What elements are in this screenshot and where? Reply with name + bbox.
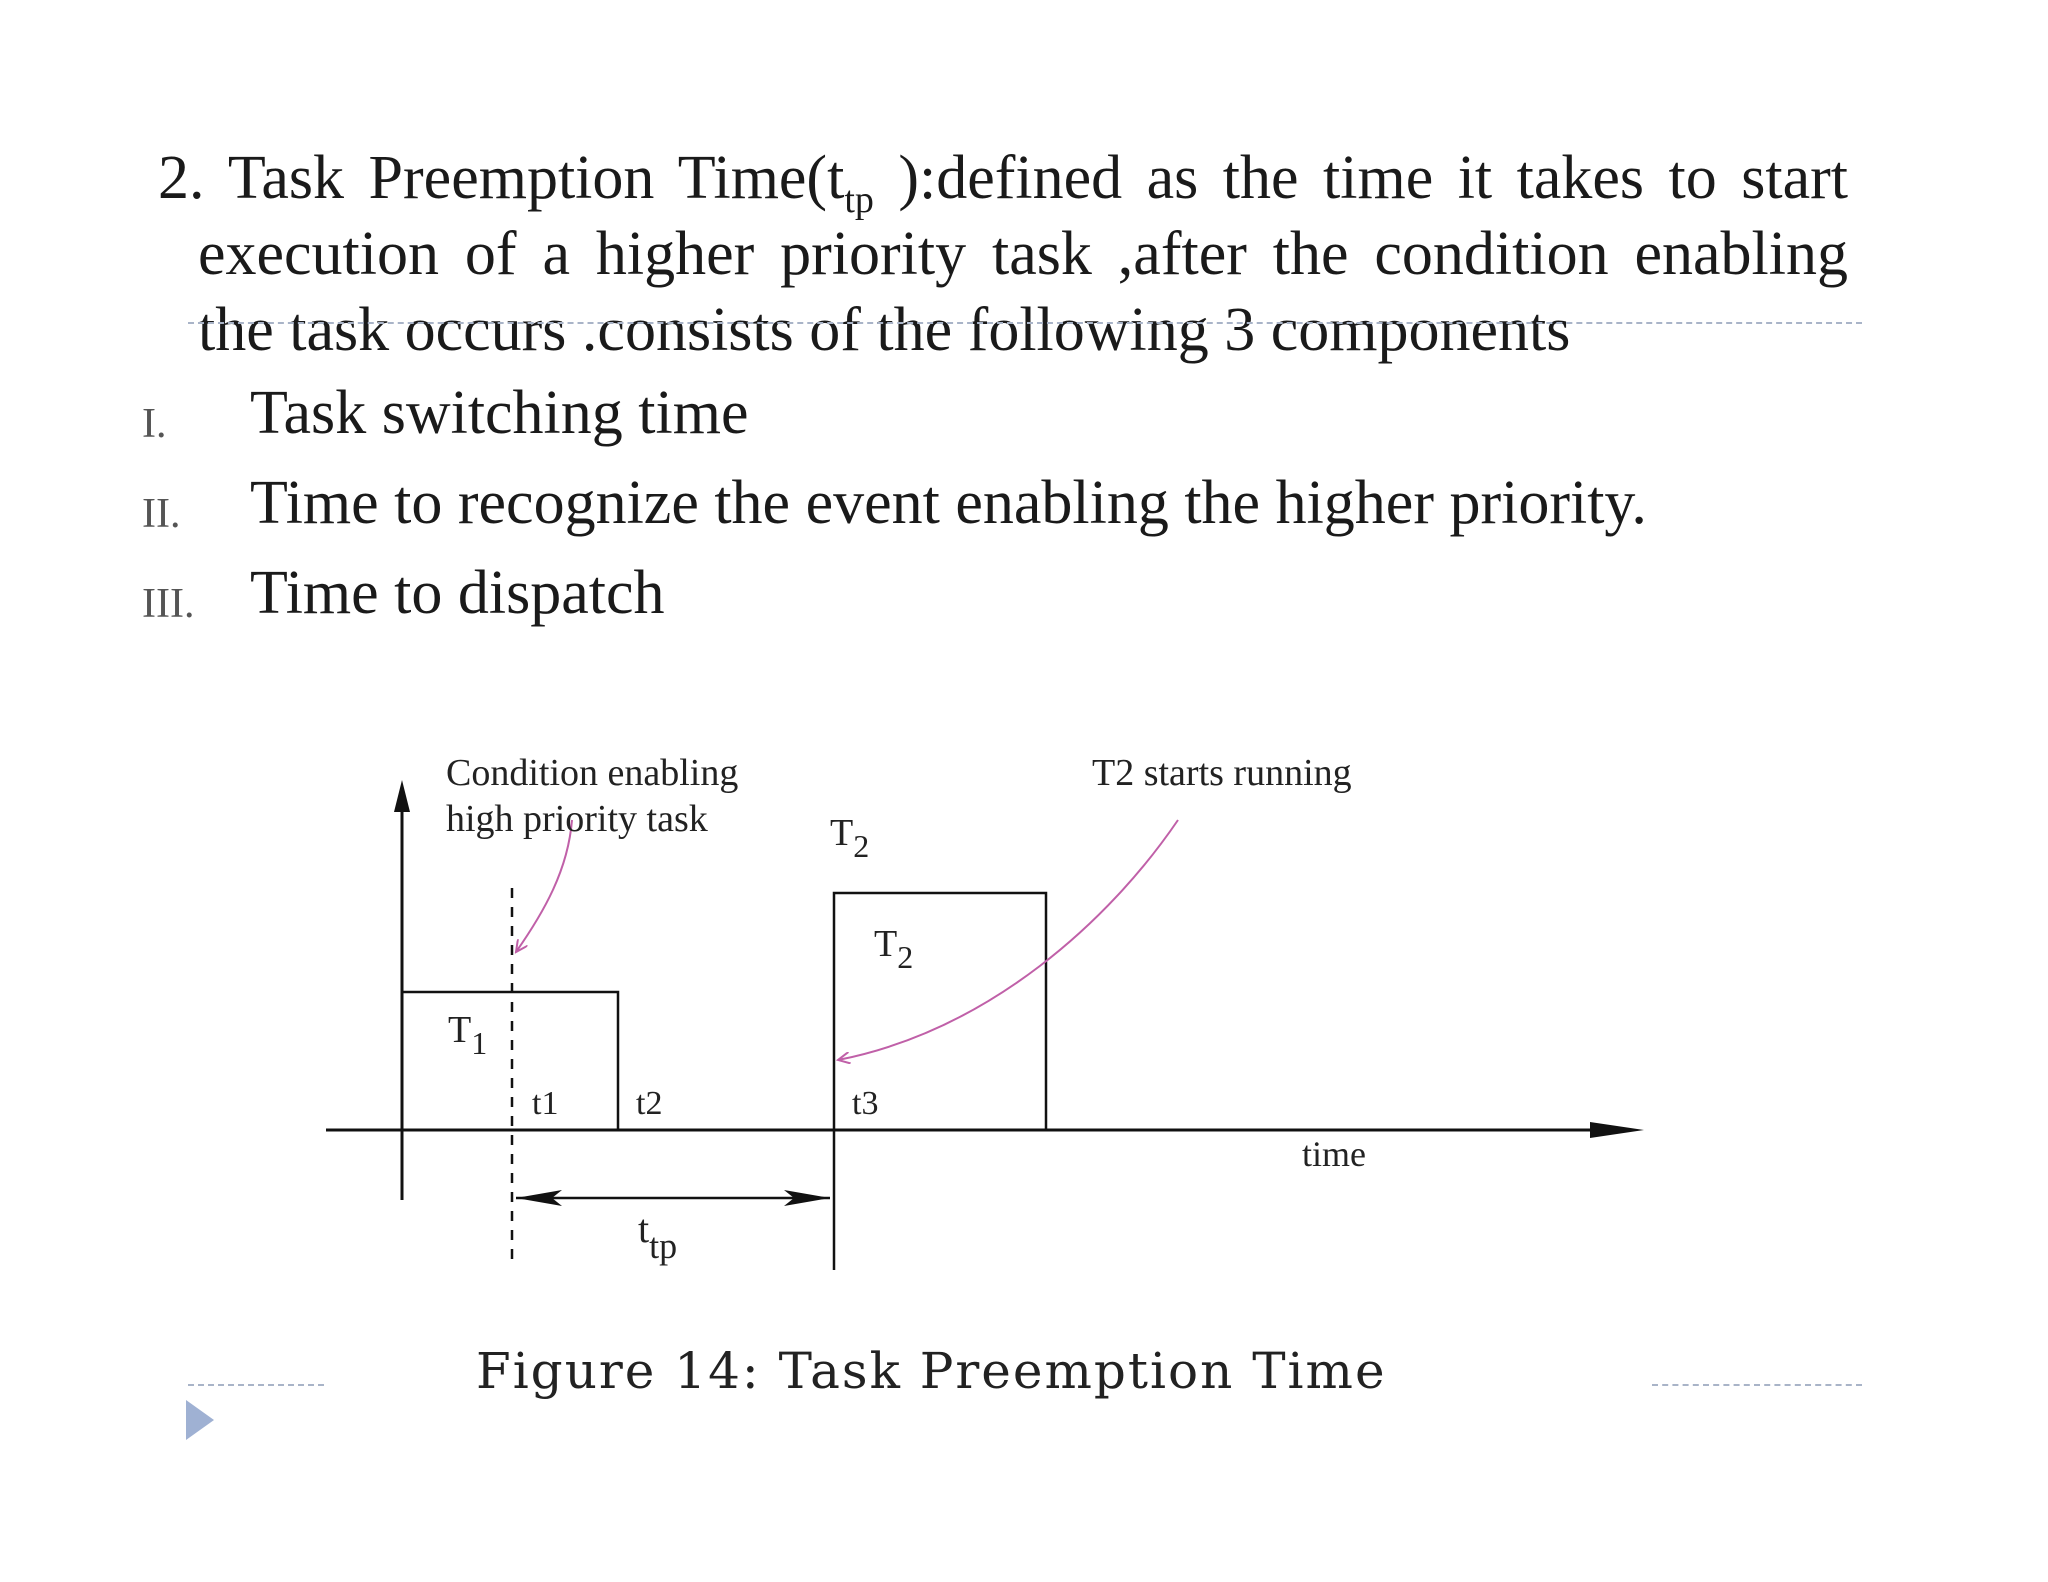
paragraph-line-3: the task occurs .consists of the following 3 components [198,296,1571,364]
paragraph-line-2: execution of a higher priority task ,after the condition enabling [198,220,1848,288]
dashed-divider-top [188,322,1862,324]
t2-box-label: $T_2$ [874,923,914,975]
slide: 2. Task Preemption $Time(t_{tp}$ ):defined as the time it takes to start execution of a higher priority task ,after the condition enabling the task occurs .consists of the following 3 components I. Task switching time II. Time to recognize the event enabling the higher priority. III. Time to dispatch Condition enabling high priority task $T_2$ T2 starts running $T_2$ $T_1$ t1 t2 t3 time ttp Figure 14: Task Preemption Time [0,0,2048,1582]
dashed-divider-left [188,1384,324,1386]
tick-t1-label: t1 [532,1085,559,1122]
slide-bullet-icon [186,1400,214,1440]
definition-paragraph [158,140,1848,368]
ttp-label: ttp [638,1206,678,1266]
starts-running-label: T2 starts running [1092,752,1352,794]
x-axis-arrowhead [1590,1122,1644,1138]
paragraph-line-1: 2. Task Preemption $Time(t_{tp}$ ):defined as the time it takes to start [158,144,1848,221]
y-axis-arrowhead [394,780,410,812]
tick-t3-label: t3 [852,1085,879,1122]
t1-task-box [402,992,618,1130]
t1-box-label: $T_1$ [448,1009,488,1061]
time-axis-label: time [1302,1134,1366,1174]
tick-t2-label: t2 [636,1085,663,1122]
t2-label-top: $T_2$ [830,812,870,864]
diagram-svg [290,720,1690,1290]
preemption-timing-diagram [290,720,1690,1290]
figure-caption: Figure 14: Task Preemption Time [476,1342,1387,1400]
condition-label-line1: Condition enabling [446,752,739,794]
dashed-divider-right [1652,1384,1862,1386]
condition-label-line2: high priority task [446,798,708,840]
tp-subscript: tp [844,179,874,221]
